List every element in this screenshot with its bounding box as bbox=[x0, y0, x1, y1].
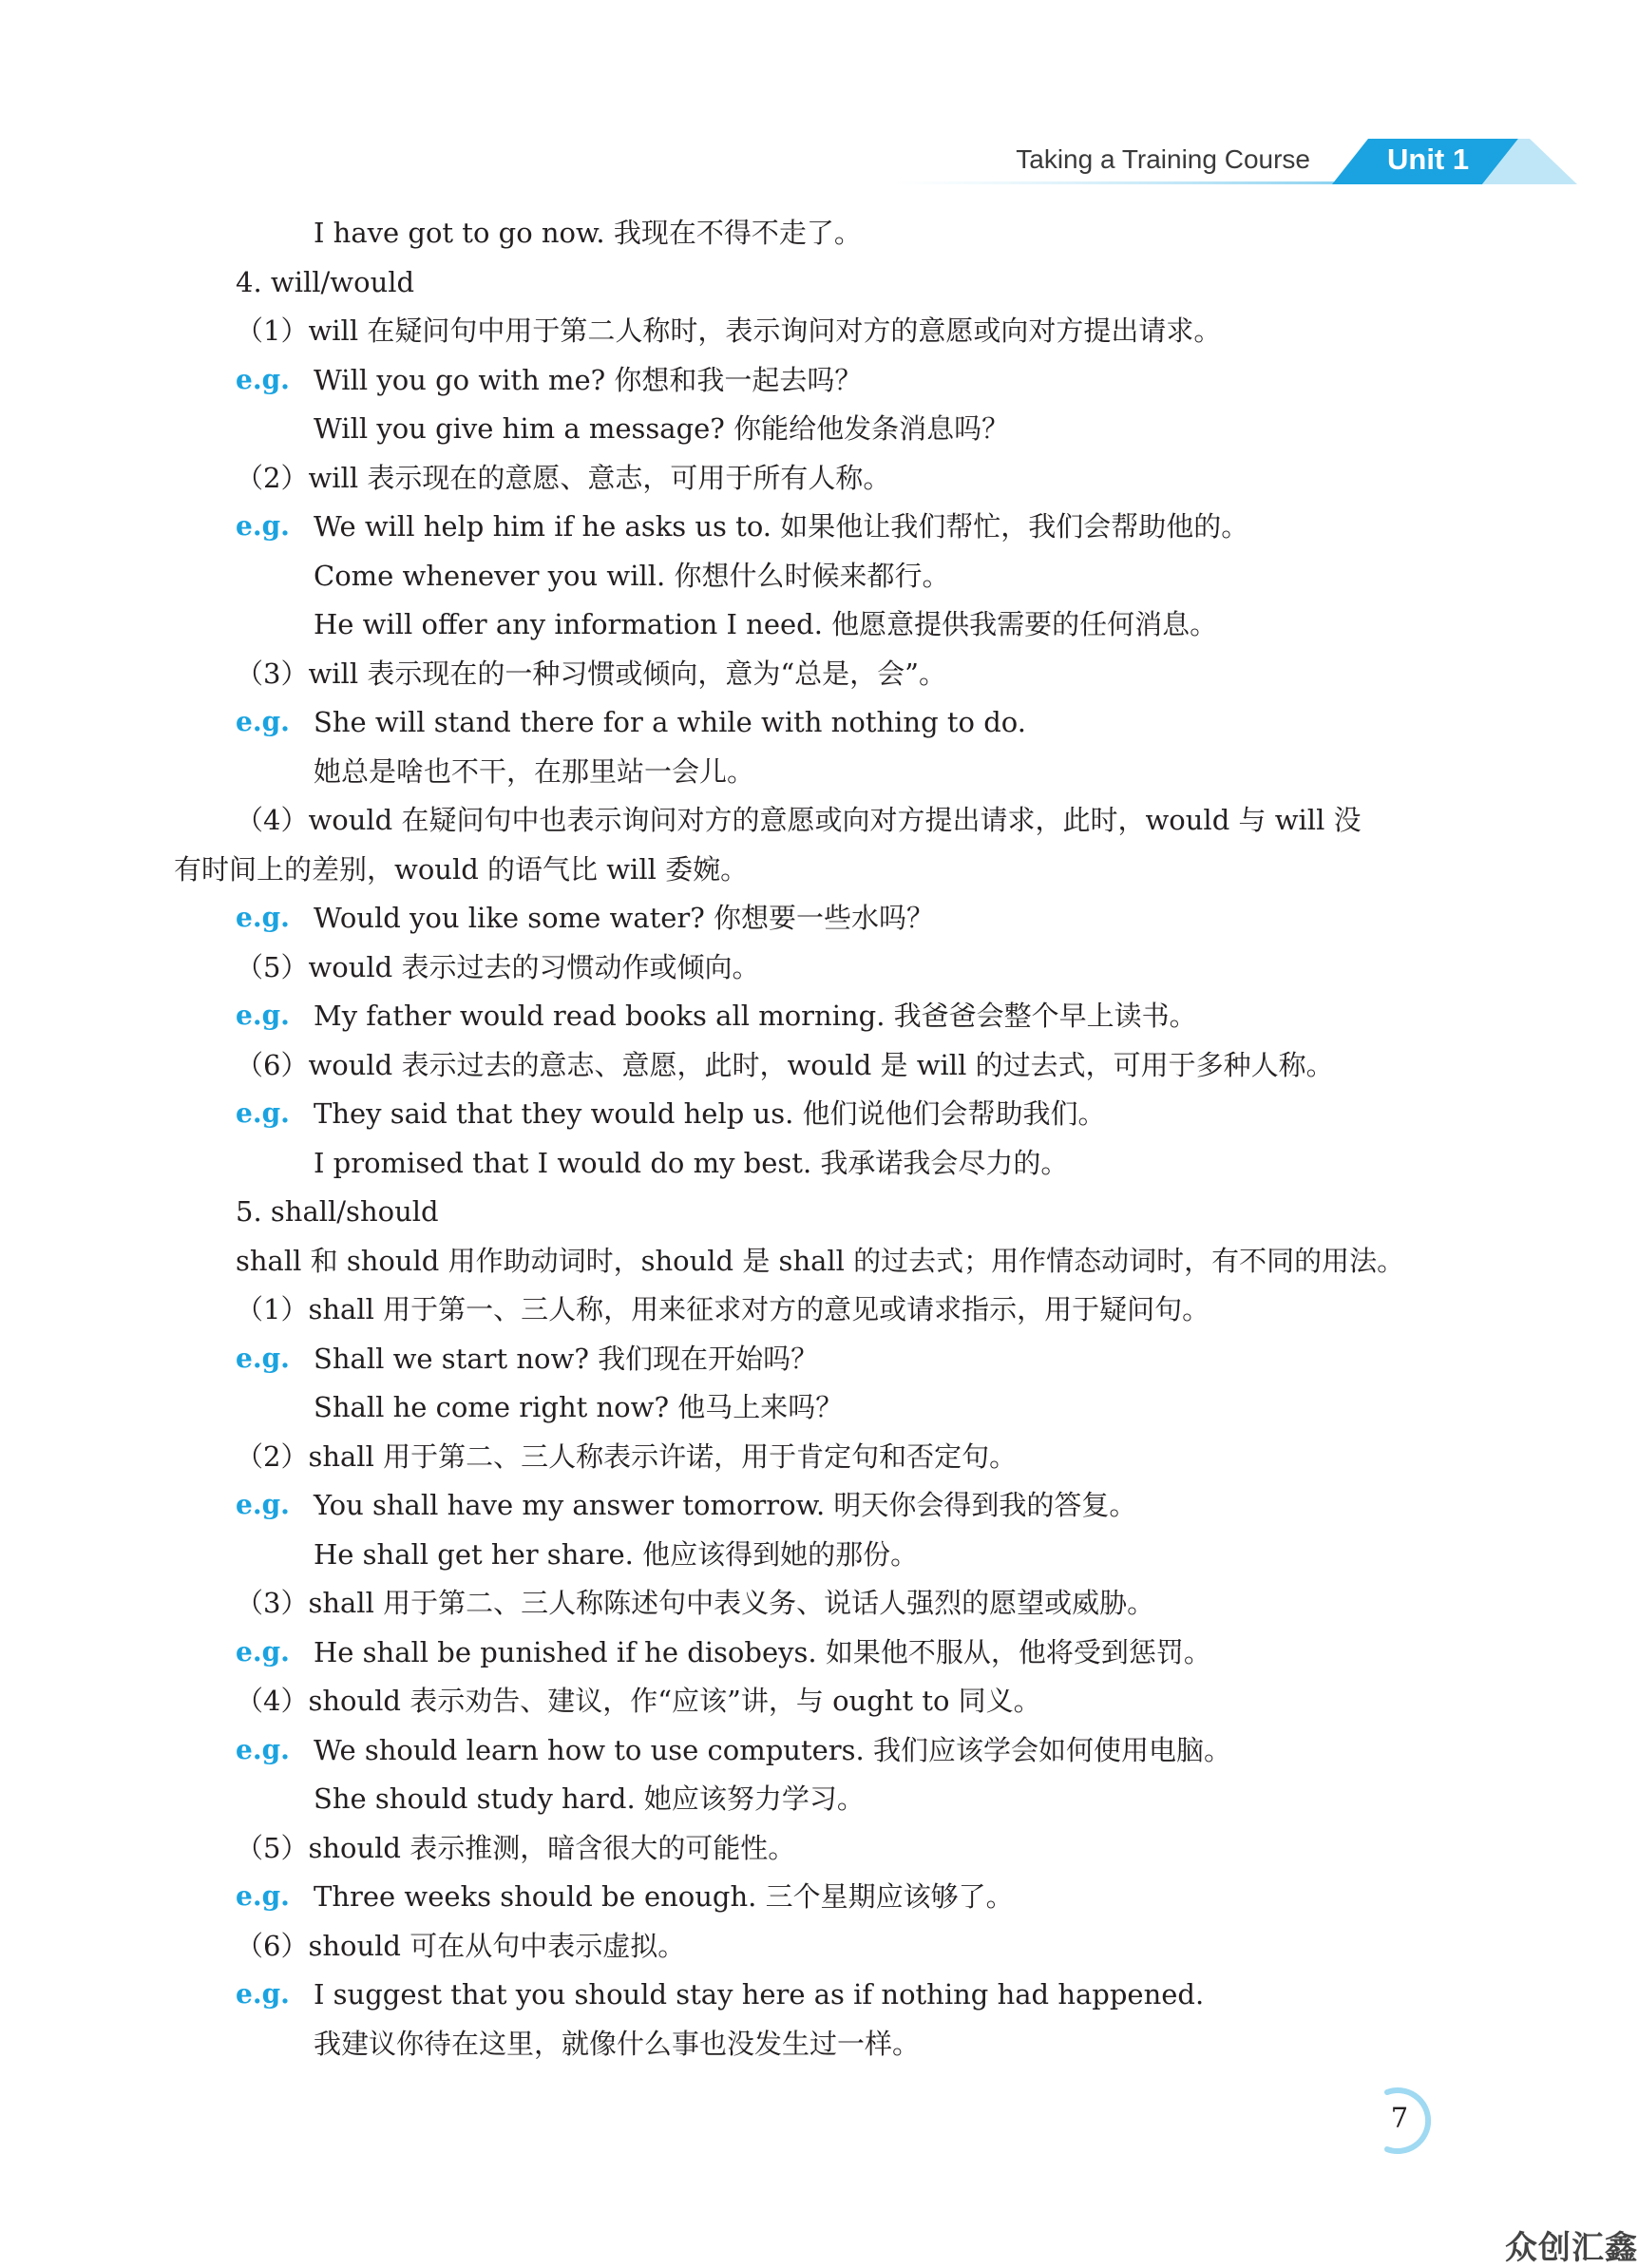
example-label: e.g. bbox=[236, 706, 290, 737]
example-sentence: We should learn how to use computers. 我们应该学会如何使用电脑。 bbox=[314, 1734, 1231, 1766]
text-line: Shall he come right now? 他马上来吗？ bbox=[314, 1391, 844, 1423]
text-line: （2）shall 用于第二、三人称表示许诺，用于肯定句和否定句。 bbox=[236, 1440, 1018, 1473]
text-line: （4）would 在疑问句中也表示询问对方的意愿或向对方提出请求，此时，would 与 will 没 bbox=[236, 804, 1362, 836]
example-label: e.g. bbox=[236, 1734, 290, 1765]
example-label: e.g. bbox=[236, 1000, 290, 1031]
text-line: （3）shall 用于第二、三人称陈述句中表义务、说话人强烈的愿望或威胁。 bbox=[236, 1587, 1155, 1619]
text-line: 有时间上的差别，would 的语气比 will 委婉。 bbox=[174, 853, 749, 886]
example-label: e.g. bbox=[236, 1636, 290, 1668]
example-sentence: Will you go with me? 你想和我一起去吗？ bbox=[314, 364, 863, 396]
page-number: 7 bbox=[1390, 2102, 1409, 2134]
text-line: （3）will 表示现在的一种习惯或倾向，意为“总是，会”。 bbox=[236, 658, 946, 690]
text-line: 她总是啥也不干，在那里站一会儿。 bbox=[314, 755, 755, 788]
example-label: e.g. bbox=[236, 1097, 290, 1129]
text-line: 我建议你待在这里，就像什么事也没发生过一样。 bbox=[314, 2028, 921, 2060]
example-sentence: They said that they would help us. 他们说他们会帮助我们。 bbox=[314, 1097, 1106, 1130]
example-sentence: My father would read books all morning. 我爸爸会整个早上读书。 bbox=[314, 1000, 1197, 1032]
text-line: She should study hard. 她应该努力学习。 bbox=[314, 1782, 865, 1815]
unit-label: Unit 1 bbox=[1387, 143, 1470, 176]
text-line: （4）should 表示劝告、建议，作“应该”讲，与 ought to 同义。 bbox=[236, 1685, 1041, 1717]
example-label: e.g. bbox=[236, 1978, 290, 2010]
example-sentence: He shall be punished if he disobeys. 如果他不服从，他将受到惩罚。 bbox=[314, 1636, 1211, 1668]
watermark-logo: 众创汇鑫 bbox=[1505, 2229, 1638, 2267]
text-line: He will offer any information I need. 他愿意提供我需要的任何消息。 bbox=[314, 608, 1218, 640]
text-line: （2）will 表示现在的意愿、意志，可用于所有人称。 bbox=[236, 462, 891, 494]
example-sentence: She will stand there for a while with nothing to do. bbox=[314, 706, 1026, 738]
example-sentence: Shall we start now? 我们现在开始吗？ bbox=[314, 1343, 819, 1375]
example-label: e.g. bbox=[236, 510, 290, 542]
text-line: 4. will/would bbox=[236, 266, 415, 298]
example-sentence: You shall have my answer tomorrow. 明天你会得到我的答复。 bbox=[314, 1489, 1137, 1521]
example-label: e.g. bbox=[236, 1880, 290, 1912]
text-line: Will you give him a message? 你能给他发条消息吗？ bbox=[314, 412, 1010, 445]
text-line: Come whenever you will. 你想什么时候来都行。 bbox=[314, 560, 950, 592]
text-line: （6）would 表示过去的意志、意愿，此时，would 是 will 的过去式，可用于多种人称。 bbox=[236, 1049, 1334, 1081]
text-line: 5. shall/should bbox=[236, 1195, 439, 1228]
example-sentence: We will help him if he asks us to. 如果他让我们帮忙，我们会帮助他的。 bbox=[314, 510, 1249, 543]
text-line: （6）should 可在从句中表示虚拟。 bbox=[236, 1930, 686, 1962]
text-line: （5）should 表示推测，暗含很大的可能性。 bbox=[236, 1832, 796, 1864]
example-sentence: Three weeks should be enough. 三个星期应该够了。 bbox=[314, 1880, 1014, 1913]
text-line: I promised that I would do my best. 我承诺我会尽力的。 bbox=[314, 1147, 1069, 1179]
example-sentence: Would you like some water? 你想要一些水吗？ bbox=[314, 902, 935, 934]
page-number-badge bbox=[1368, 2083, 1444, 2159]
header-title: Taking a Training Course bbox=[1016, 144, 1310, 174]
text-line: （5）would 表示过去的习惯动作或倾向。 bbox=[236, 951, 760, 983]
example-label: e.g. bbox=[236, 1489, 290, 1520]
text-line: I have got to go now. 我现在不得不走了。 bbox=[314, 217, 862, 249]
text-line: （1）will 在疑问句中用于第二人称时，表示询问对方的意愿或向对方提出请求。 bbox=[236, 314, 1222, 347]
example-label: e.g. bbox=[236, 364, 290, 395]
example-label: e.g. bbox=[236, 1343, 290, 1374]
text-line: He shall get her share. 他应该得到她的那份。 bbox=[314, 1538, 919, 1571]
example-label: e.g. bbox=[236, 902, 290, 933]
text-line: shall 和 should 用作助动词时，should 是 shall 的过去式；用作情态动词时，有不同的用法。 bbox=[236, 1245, 1405, 1277]
example-sentence: I suggest that you should stay here as if nothing had happened. bbox=[314, 1978, 1205, 2011]
text-line: （1）shall 用于第一、三人称，用来征求对方的意见或请求指示，用于疑问句。 bbox=[236, 1293, 1210, 1325]
